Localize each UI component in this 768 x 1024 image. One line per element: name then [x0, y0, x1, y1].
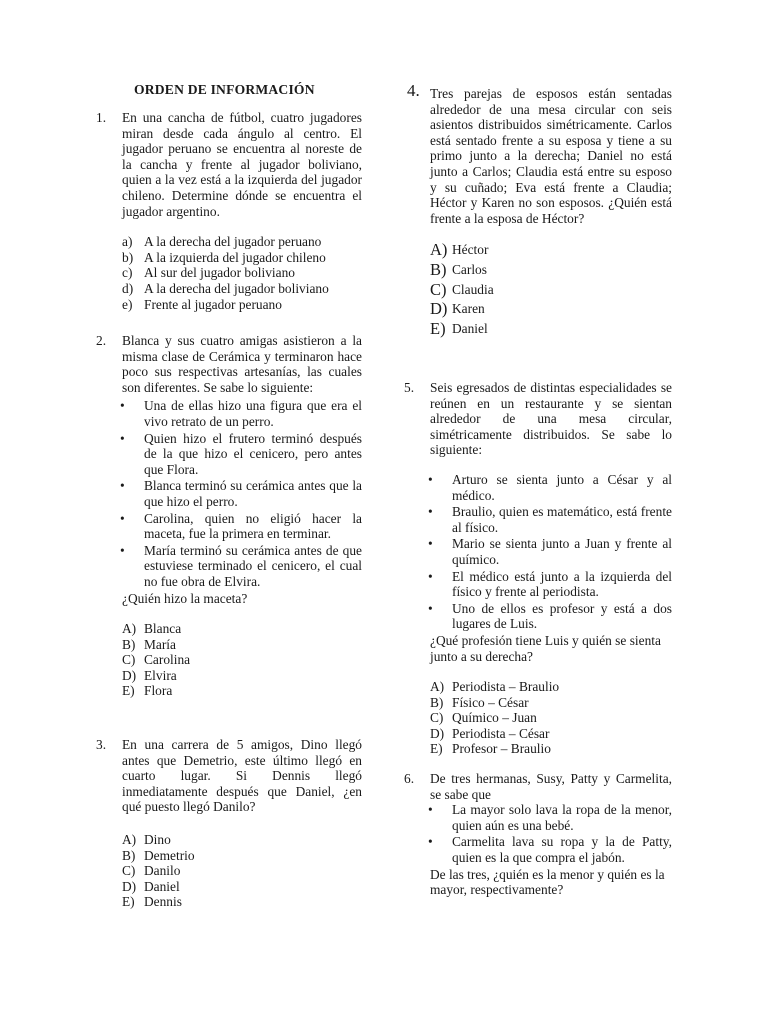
options-list — [122, 234, 362, 312]
option-text: Químico – Juan — [452, 710, 537, 726]
bullet-icon: • — [120, 510, 125, 526]
option[interactable] — [122, 894, 362, 910]
option[interactable] — [122, 234, 362, 250]
option-text: Héctor — [452, 242, 489, 258]
question-number: 5. — [404, 380, 415, 395]
option-text: Elvira — [144, 667, 177, 683]
question-prompt: ¿Qué profesión tiene Luis y quién se sienta junto a su derecha? — [430, 632, 661, 664]
question-stem: Seis egresados de distintas especialidades se reúnen en un restaurante y se sientan alrededor de una mesa circular, simétricamente distribuidos. Se sabe lo siguiente: — [430, 380, 672, 458]
bullet-icon: • — [120, 430, 125, 446]
option-label: C) — [122, 652, 136, 668]
option-label: B) — [122, 847, 136, 863]
option[interactable] — [122, 652, 362, 668]
option-text: Profesor – Braulio — [452, 741, 551, 757]
option-text: Periodista – Braulio — [452, 679, 560, 695]
question-4 — [404, 81, 672, 338]
question-stem: Blanca y sus cuatro amigas asistieron a la misma clase de Cerámica y terminaron hace poco sus respectivas artesanías, las cuales son diferentes. Se sabe lo siguiente: — [122, 333, 362, 395]
bullet-icon: • — [120, 398, 125, 414]
option-label: B) — [122, 636, 136, 652]
option-label: E) — [122, 894, 135, 910]
clue-list — [430, 802, 672, 865]
option-text: Dennis — [144, 894, 182, 910]
question-number: 6. — [404, 771, 415, 786]
option-text: A la derecha del jugador peruano — [144, 234, 322, 250]
option-label: C) — [122, 863, 136, 879]
option[interactable] — [122, 637, 362, 653]
option-label: D) — [430, 725, 445, 741]
question-stem: En una cancha de fútbol, cuatro jugadores miran desde cada ángulo al centro. El jugador peruano se encuentra al noreste de la cancha y frente al jugador boliviano, quien a la vez está a la izquierda del jugador chileno. Determine dónde se encuentra el jugador argentino. — [122, 110, 362, 219]
option-label: E) — [122, 683, 135, 699]
clue-item: • Arturo se sienta junto a César y al médico. — [428, 471, 672, 503]
option-text: Daniel — [144, 878, 180, 894]
question-6 — [404, 771, 672, 898]
option[interactable] — [430, 726, 672, 742]
option[interactable] — [122, 848, 362, 864]
clue-list — [430, 472, 672, 632]
option-label: D) — [122, 878, 137, 894]
option[interactable] — [122, 297, 362, 313]
options-list — [122, 621, 362, 699]
option-text: A la izquierda del jugador chileno — [144, 249, 326, 265]
option-label: B) — [430, 694, 444, 710]
option-text: Blanca — [144, 621, 182, 637]
option-text: Dino — [144, 831, 171, 847]
option[interactable] — [122, 863, 362, 879]
option[interactable] — [122, 621, 362, 637]
clue-item: • Braulio, quien es matemático, está frente al físico. — [428, 504, 672, 535]
option-text: Periodista – César — [452, 725, 550, 741]
option[interactable] — [430, 319, 672, 339]
bullet-icon: • — [428, 504, 433, 520]
options-list — [430, 240, 672, 338]
question-2 — [96, 333, 362, 699]
option-text: Carolina — [144, 652, 191, 668]
clue-item: • El médico está junto a la izquierda del físico y frente al periodista. — [428, 568, 672, 600]
option[interactable] — [122, 281, 362, 297]
option[interactable] — [122, 265, 362, 281]
option[interactable] — [430, 299, 672, 319]
clue-item: • La mayor solo lava la ropa de la menor, quien aún es una bebé. — [428, 802, 672, 833]
bullet-icon: • — [428, 568, 433, 584]
question-1 — [96, 110, 362, 312]
clue-item: • Carmelita lava su ropa y la de Patty, quien es la que compra el jabón. — [428, 834, 672, 865]
option-text: Frente al jugador peruano — [144, 296, 282, 312]
bullet-icon: • — [428, 600, 433, 616]
question-prompt: De las tres, ¿quién es la menor y quién es la mayor, respectivamente? — [430, 866, 665, 898]
option-text: María — [144, 636, 176, 652]
question-3 — [96, 737, 362, 910]
option[interactable] — [430, 240, 672, 260]
option-label: d) — [122, 280, 134, 296]
option[interactable] — [122, 683, 362, 699]
option-text: Físico – César — [452, 694, 529, 710]
option[interactable] — [430, 260, 672, 280]
option[interactable] — [430, 710, 672, 726]
bullet-icon: • — [428, 471, 433, 487]
option-label: e) — [122, 296, 133, 312]
option-label: A) — [122, 621, 137, 637]
question-number: 3. — [96, 737, 107, 752]
option[interactable] — [430, 741, 672, 757]
option-label: A) — [122, 831, 137, 847]
option-label: E) — [430, 741, 443, 757]
clue-list — [122, 398, 362, 589]
option-label: D) — [430, 299, 448, 319]
bullet-icon: • — [120, 478, 125, 494]
option-text: Danilo — [144, 863, 181, 879]
clue-item: • Carolina, quien no eligió hacer la maceta, fue la primera en terminar. — [120, 510, 362, 542]
option-label: A) — [430, 240, 448, 260]
option[interactable] — [430, 679, 672, 695]
options-list — [430, 679, 672, 757]
option-label: a) — [122, 234, 133, 250]
option-label: E) — [430, 318, 446, 338]
option-text: Karen — [452, 301, 485, 317]
option-label: A) — [430, 679, 445, 695]
question-stem: En una carrera de 5 amigos, Dino llegó antes que Demetrio, este último llegó en cuarto lugar. Si Dennis llegó inmediatamente después que Daniel, ¿en qué puesto llegó Danilo? — [122, 737, 362, 815]
option-text: A la derecha del jugador boliviano — [144, 280, 329, 296]
bullet-icon: • — [120, 542, 125, 558]
clue-item: • María terminó su cerámica antes de que estuviese terminado el cenicero, el cual no fue obra de Elvira. — [120, 542, 362, 589]
option-label: C) — [430, 710, 444, 726]
bullet-icon: • — [428, 834, 433, 850]
page-title: ORDEN DE INFORMACIÓN — [134, 82, 315, 97]
option-label: b) — [122, 249, 134, 265]
question-number: 1. — [96, 110, 107, 125]
clue-item: • Una de ellas hizo una figura que era el vivo retrato de un perro. — [120, 398, 362, 429]
option-text: Al sur del jugador boliviano — [144, 265, 295, 281]
option[interactable] — [122, 832, 362, 848]
question-5 — [404, 380, 672, 757]
question-stem: Tres parejas de esposos están sentadas alrededor de una mesa circular con seis asientos distribuidos simétricamente. Carlos está sentado frente a su esposa y tiene a su primo junto a la derecha; Daniel no está junto a Carlos; Claudia está entre su esposo y su cuñado; Eva está frente a Claudia; Héctor y Karen no son esposos. ¿Quién está frente a la esposa de Héctor? — [430, 86, 672, 226]
question-number: 2. — [96, 333, 107, 348]
option-text: Flora — [144, 683, 173, 699]
option-text: Carlos — [452, 261, 487, 277]
option[interactable] — [122, 879, 362, 895]
option[interactable] — [122, 668, 362, 684]
options-list — [122, 832, 362, 910]
clue-item: • Blanca terminó su cerámica antes que la que hizo el perro. — [120, 478, 362, 509]
option[interactable] — [122, 250, 362, 266]
option-text: Claudia — [452, 281, 494, 297]
option-label: C) — [430, 279, 447, 299]
option[interactable] — [430, 695, 672, 711]
option-label: c) — [122, 265, 133, 281]
option-text: Demetrio — [144, 847, 195, 863]
option-label: D) — [122, 667, 137, 683]
option-label: B) — [430, 259, 447, 279]
clue-item: • Mario se sienta junto a Juan y frente al químico. — [428, 536, 672, 567]
option[interactable] — [430, 280, 672, 300]
clue-item: • Uno de ellos es profesor y está a dos lugares de Luis. — [428, 600, 672, 632]
clue-item: • Quien hizo el frutero terminó después de la que hizo el cenicero, pero antes que Flora. — [120, 430, 362, 477]
option-text: Daniel — [452, 320, 488, 336]
question-stem: De tres hermanas, Susy, Patty y Carmelita, se sabe que — [430, 771, 672, 802]
question-prompt: ¿Quién hizo la maceta? — [122, 590, 248, 606]
bullet-icon: • — [428, 536, 433, 552]
question-number: 4. — [407, 81, 420, 100]
bullet-icon: • — [428, 802, 433, 818]
